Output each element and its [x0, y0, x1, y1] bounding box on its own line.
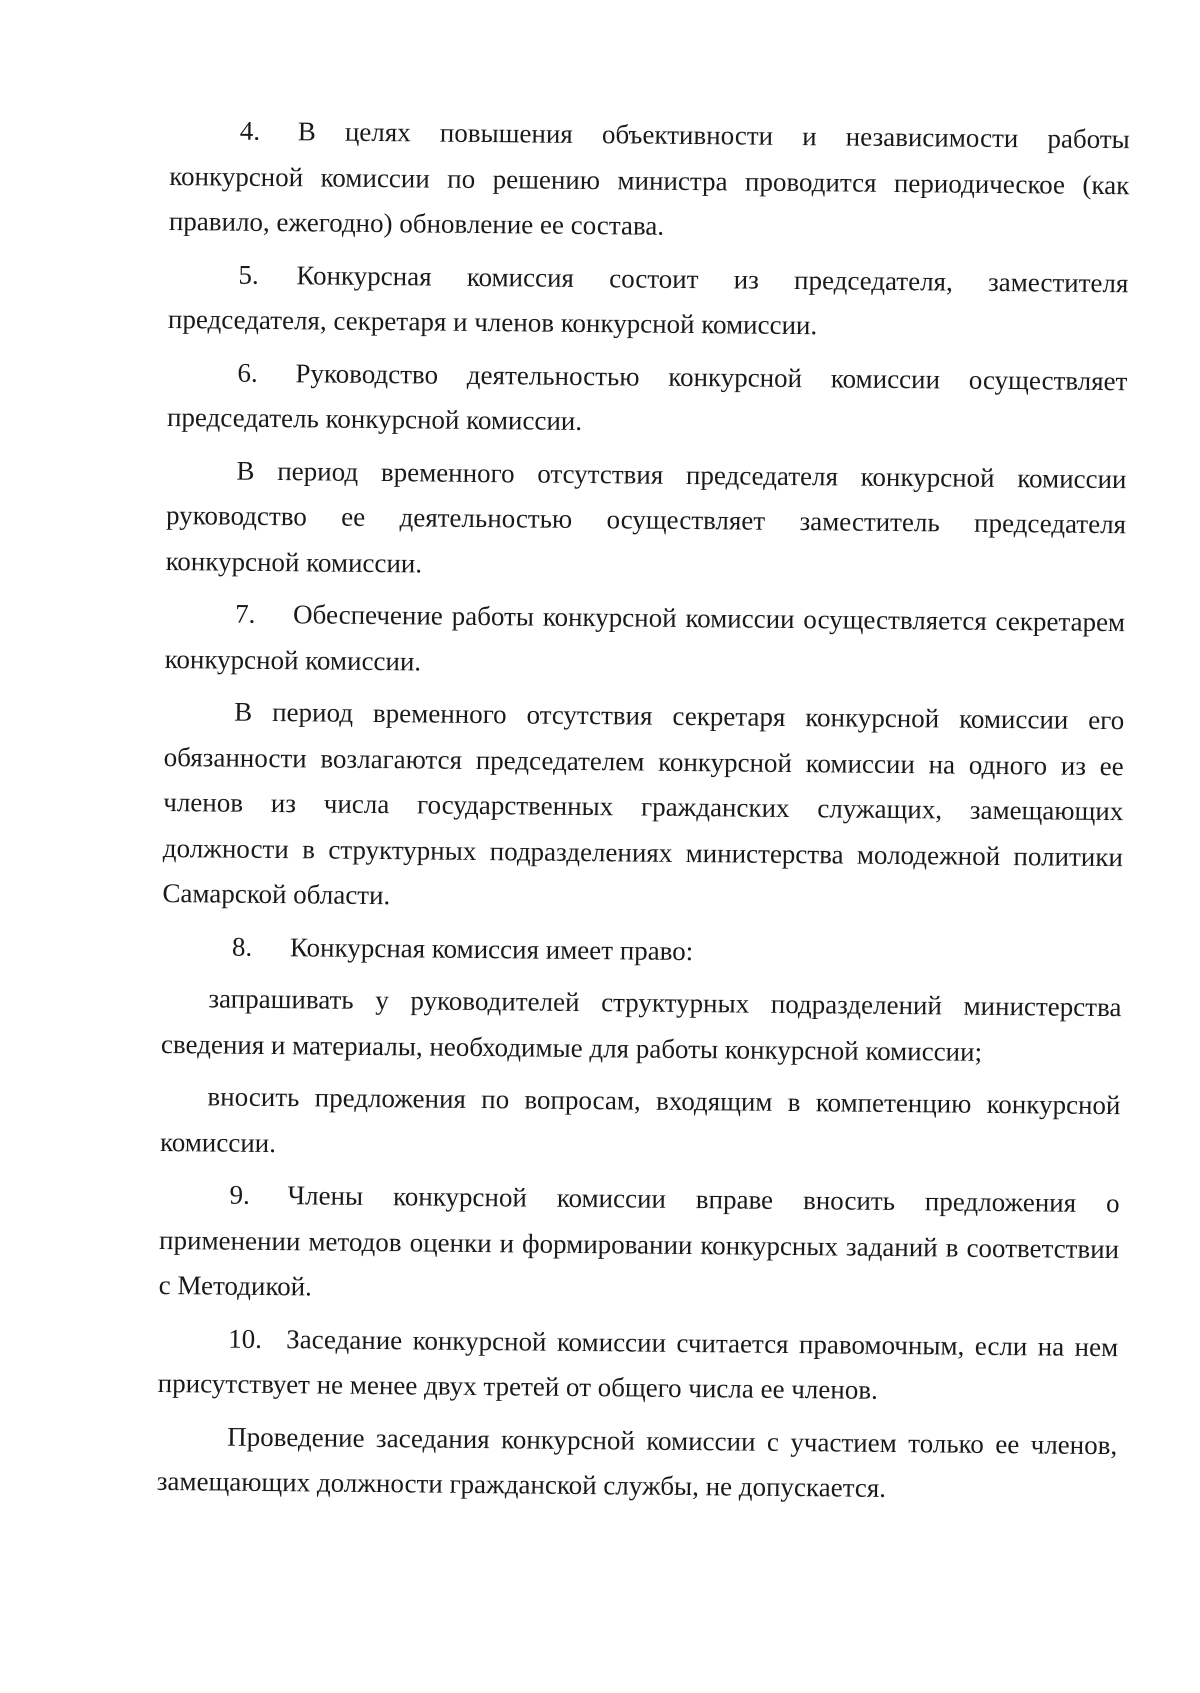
- paragraph-text: В период временного отсутствия председателя конкурсной комиссии руководство ее деятельностью осуществляет заместитель председателя конкурсной комиссии.: [165, 455, 1127, 578]
- paragraph-6-continued: [165, 447, 1126, 593]
- paragraph-text: Конкурсная комиссия имеет право:: [289, 931, 694, 966]
- paragraph-number: 4.: [239, 115, 261, 146]
- paragraph-text: вносить предложения по вопросам, входящим в компетенцию конкурсной комиссии.: [159, 1081, 1121, 1158]
- paragraph-number: 8.: [231, 931, 253, 962]
- paragraph-5: [168, 251, 1129, 351]
- paragraph-text: Проведение заседания конкурсной комиссии с участием только ее членов, замещающих должности гражданской службы, не допускается.: [156, 1421, 1118, 1503]
- paragraph-text: В целях повышения объективности и независимости работы конкурсной комиссии по решению министра проводится периодическое (как правило, ежегодно) обновление ее состава.: [168, 116, 1130, 241]
- paragraph-text: Конкурсная комиссия состоит из председателя, заместителя председателя, секретаря и членов конкурсной комиссии.: [167, 259, 1129, 341]
- paragraph-text: Руководство деятельностью конкурсной комиссии осуществляет председатель конкурсной комиссии.: [166, 357, 1128, 436]
- paragraph-text: Члены конкурсной комиссии вправе вносить предложения о применении методов оценки и формировании конкурсных заданий в соответствии с Методикой.: [158, 1180, 1120, 1302]
- paragraph-7: [164, 591, 1125, 691]
- paragraph-8-item-2: [160, 1074, 1121, 1174]
- paragraph-10-continued: [157, 1413, 1118, 1513]
- paragraph-number: 10.: [228, 1323, 263, 1354]
- document-body: [157, 108, 1130, 1521]
- paragraph-10: [158, 1315, 1119, 1415]
- paragraph-text: запрашивать у руководителей структурных подразделений министерства сведения и материалы, необходимые для работы конкурсной комиссии;: [160, 983, 1122, 1067]
- paragraph-7-continued: [162, 689, 1124, 926]
- paragraph-6: [167, 349, 1128, 449]
- paragraph-9: [158, 1172, 1119, 1318]
- paragraph-number: 5.: [238, 259, 259, 290]
- paragraph-8: [162, 923, 1122, 978]
- paragraph-8-item-1: [161, 976, 1122, 1076]
- paragraph-text: Заседание конкурсной комиссии считается правомочным, если на нем присутствует не менее двух третей от общего числа ее членов.: [157, 1323, 1119, 1405]
- paragraph-number: 7.: [235, 598, 256, 629]
- paragraph-number: 6.: [237, 357, 258, 388]
- paragraph-number: 9.: [229, 1179, 250, 1210]
- paragraph-text: Обеспечение работы конкурсной комиссии осуществляется секретарем конкурсной комиссии.: [164, 599, 1126, 676]
- paragraph-4: [169, 108, 1130, 254]
- paragraph-text: В период временного отсутствия секретаря конкурсной комиссии его обязанности возлагаются председателем конкурсной комиссии на одного из ее членов из числа государственных гражданских служащих, замещающих должности в структурных подразделениях министерства молодежной политики Самарской области.: [162, 696, 1125, 911]
